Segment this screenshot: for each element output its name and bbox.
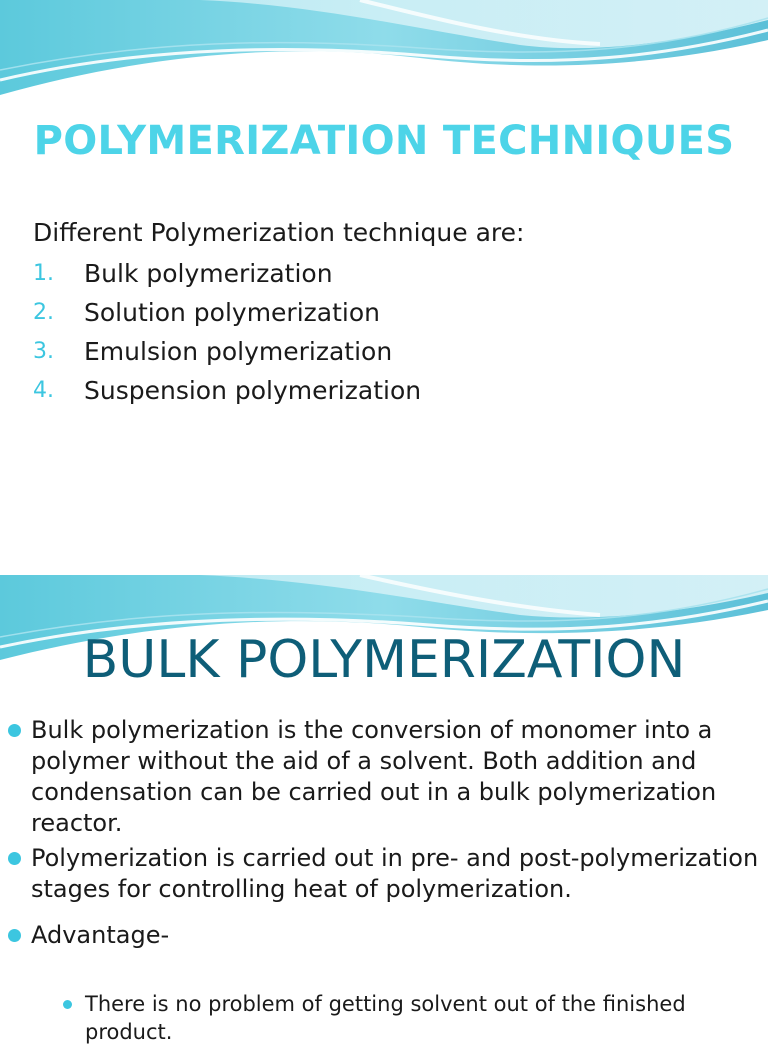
list-item xyxy=(33,254,421,293)
slide-1-title: POLYMERIZATION TECHNIQUES xyxy=(33,118,735,164)
slide-1-intro: Different Polymerization technique are: xyxy=(33,218,525,247)
bullet-dot-icon xyxy=(8,724,21,737)
list-text: Suspension polymerization xyxy=(84,376,422,405)
technique-list xyxy=(33,254,421,410)
list-number: 4. xyxy=(33,378,54,403)
bullet-dot-icon xyxy=(8,929,21,942)
bullet-text: Advantage- xyxy=(31,921,170,949)
bullet-item xyxy=(8,715,760,839)
bullet-item xyxy=(8,843,760,905)
sub-bullet-item xyxy=(63,990,753,1046)
bullet-dot-icon xyxy=(8,852,21,865)
header-wave-decoration xyxy=(0,0,768,100)
list-item xyxy=(33,371,421,410)
list-number: 1. xyxy=(33,261,54,286)
bullet-item xyxy=(8,920,760,951)
list-number: 3. xyxy=(33,339,54,364)
list-text: Solution polymerization xyxy=(84,298,380,327)
sub-bullet-dot-icon xyxy=(63,1000,72,1009)
slide-2 xyxy=(0,575,768,1044)
bullet-text: Polymerization is carried out in pre- and post-polymerization stages for controlling heat of polymerization. xyxy=(31,844,759,903)
sub-bullet-text: There is no problem of getting solvent out of the finished product. xyxy=(85,992,686,1044)
list-item xyxy=(33,332,421,371)
list-item xyxy=(33,293,421,332)
list-number: 2. xyxy=(33,300,54,325)
list-text: Emulsion polymerization xyxy=(84,337,393,366)
bullet-text: Bulk polymerization is the conversion of monomer into a polymer without the aid of a solvent. Both addition and condensation can be carried out in a bulk polymerization reactor. xyxy=(31,716,717,837)
list-text: Bulk polymerization xyxy=(84,259,333,288)
sub-bullet-list xyxy=(63,990,753,1046)
bullet-list xyxy=(8,715,760,951)
slide-2-title: BULK POLYMERIZATION xyxy=(82,630,686,690)
